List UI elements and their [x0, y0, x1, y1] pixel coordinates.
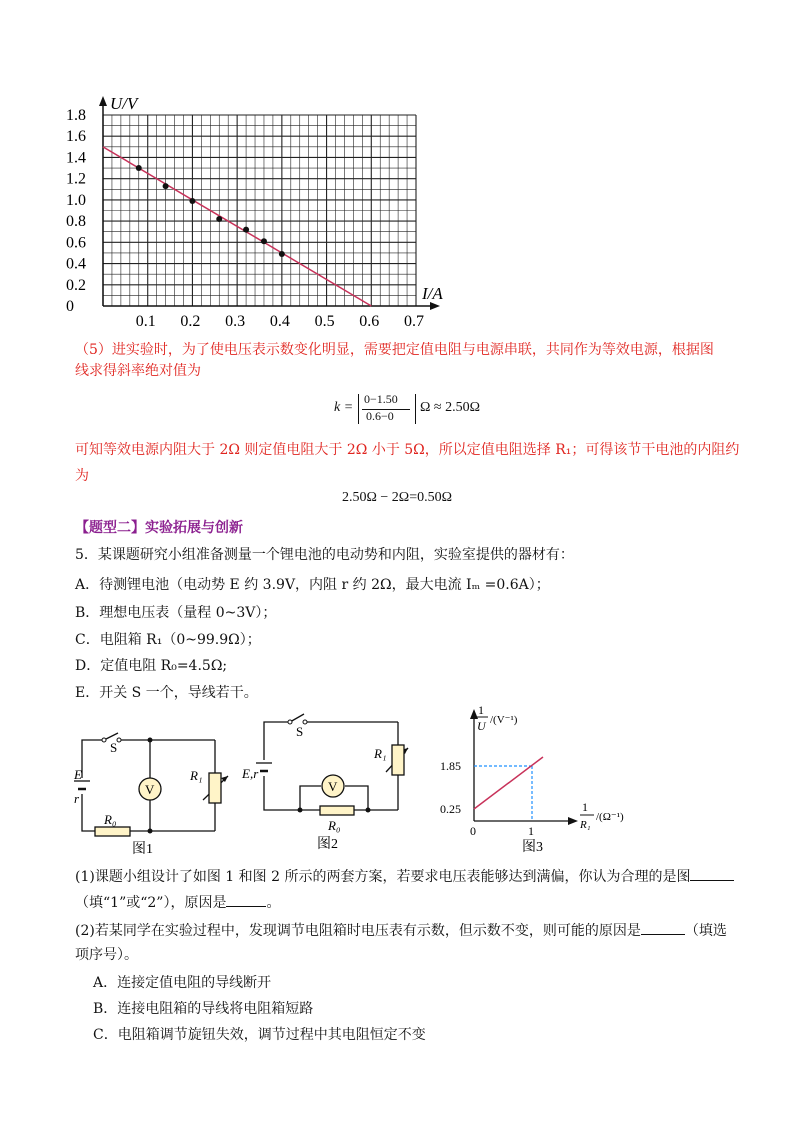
- q2-text-1b: （填选: [684, 923, 727, 939]
- data-point: [216, 216, 222, 222]
- y-tick-label: 0.6: [66, 234, 86, 252]
- switch-label: S: [296, 724, 304, 739]
- x-tick-label: 0.1: [135, 313, 156, 330]
- y-axis-arrow-icon: [470, 709, 478, 719]
- graph-grid: [103, 115, 416, 306]
- y-tick-label: 0: [66, 298, 74, 315]
- section-heading: 【题型二】实验拓展与创新: [75, 520, 243, 536]
- q2-line-1: [75, 920, 727, 941]
- data-point: [243, 227, 249, 233]
- q1-text: (1)课题小组设计了如图 1 和图 2 所示的两套方案，若要求电压表能够达到满偏，你认为合理的是图: [75, 869, 691, 885]
- rheostat-r1-icon: [392, 745, 404, 775]
- item-e: E．开关 S 一个，导线若干。: [75, 685, 258, 701]
- solution-line-2: 线求得斜率绝对值为: [75, 363, 201, 379]
- x-tick-labels: [136, 313, 424, 330]
- solution-line-4: 为: [75, 468, 89, 484]
- slope-denominator: 0.6−0: [366, 409, 394, 423]
- fig3-y-unit: /(V⁻¹): [490, 714, 518, 726]
- linear-fit-line: [474, 757, 543, 809]
- solution-line-3: 可知等效电源内阻大于 2Ω 则定值电阻大于 2Ω 小于 5Ω，所以定值电阻选择 R₁；可得该节干电池的内阻约: [75, 442, 740, 458]
- y-tick-label: 1.6: [66, 128, 86, 146]
- item-a: A．待测锂电池（电动势 E 约 3.9V，内阻 r 约 2Ω，最大电流 Iₘ =0.6A）；: [75, 577, 550, 593]
- y-tick-label: 1.2: [66, 170, 86, 188]
- data-point: [261, 238, 267, 244]
- fig3-x-tick-one: 1: [528, 824, 534, 838]
- q1-answer-blank-2[interactable]: [226, 892, 266, 907]
- x-tick-label: 0.4: [269, 313, 290, 330]
- switch-label: S: [110, 740, 118, 755]
- slope-equation: [334, 394, 494, 424]
- internal-resistance-label: r: [74, 791, 80, 806]
- option-c: C．电阻箱调节旋钮失效，调节过程中其电阻恒定不变: [93, 1027, 426, 1043]
- x-tick-label: 0.3: [225, 313, 246, 330]
- q1-line-2: [75, 892, 280, 913]
- y-axis-arrow-icon: [99, 96, 107, 106]
- r1-label: R₁: [190, 768, 203, 783]
- figure-1-caption: 图1: [132, 842, 153, 857]
- figure-2-caption: 图2: [317, 837, 338, 850]
- fig3-x-frac-den: R₁: [580, 819, 591, 831]
- figure-3-caption: 图3: [522, 840, 543, 855]
- r0-label: R₀: [328, 818, 341, 833]
- rheostat-r1-icon: [209, 773, 221, 803]
- y-tick-label: 0.8: [66, 213, 86, 231]
- item-c: C．电阻箱 R₁（0~99.9Ω）；: [75, 632, 261, 648]
- y-tick-label: 1.0: [66, 191, 86, 209]
- q1-line-1: [75, 866, 734, 887]
- x-axis-arrow-icon: [568, 817, 578, 825]
- circuit-figure-1: [70, 728, 230, 858]
- fig3-y-frac-den: U: [477, 719, 486, 733]
- solution-line-1: （5）进实验时，为了使电压表示数变化明显，需要把定值电阻与电源串联，共同作为等效电源，根据图: [75, 342, 714, 358]
- data-point: [163, 183, 169, 189]
- y-tick-labels: [66, 107, 86, 315]
- y-tick-label: 1.4: [66, 149, 86, 167]
- y-axis-label: U/V: [110, 94, 138, 113]
- x-axis-arrow-icon: [430, 302, 440, 310]
- slope-result: Ω ≈ 2.50Ω: [420, 400, 480, 415]
- q2-text-1a: (2)若某同学在实验过程中，发现调节电阻箱时电压表有示数，但示数不变，则可能的原因是: [75, 923, 641, 939]
- fig3-y-frac-num: 1: [478, 703, 484, 717]
- option-b: B．连接电阻箱的导线将电阻箱短路: [93, 1001, 314, 1017]
- data-point: [136, 165, 142, 171]
- item-d: D．定值电阻 R₀=4.5Ω;: [75, 658, 228, 674]
- voltmeter-label: V: [145, 782, 155, 797]
- option-a: A．连接定值电阻的导线断开: [93, 975, 272, 991]
- x-tick-label: 0.7: [404, 313, 424, 330]
- slope-k: k =: [334, 400, 354, 415]
- data-point: [189, 198, 195, 204]
- ui-graph: [60, 90, 460, 335]
- q2-line-2: 项序号）。: [75, 947, 138, 963]
- x-tick-label: 0.6: [359, 313, 380, 330]
- x-tick-label: 0.2: [180, 313, 201, 330]
- item-b: B．理想电压表（量程 0~3V）；: [75, 605, 277, 621]
- fig3-y-tick-bottom: 0.25: [440, 802, 461, 816]
- fig3-x-tick-zero: 0: [470, 824, 476, 838]
- emf-label: E: [74, 767, 82, 782]
- data-point: [279, 251, 285, 257]
- r1-label: R₁: [374, 746, 387, 761]
- r0-label: R₀: [104, 812, 117, 827]
- circuit-figure-2: [240, 710, 410, 850]
- q1-answer-blank-1[interactable]: [690, 866, 734, 881]
- resistor-r0-icon: [95, 827, 130, 836]
- graph-figure-3: [432, 703, 632, 855]
- resistor-r0-icon: [320, 806, 354, 815]
- emf-internal-label: E,r: [242, 766, 259, 781]
- x-axis-label: I/A: [422, 284, 443, 303]
- slope-numerator: 0−1.50: [364, 392, 398, 406]
- y-tick-label: 0.4: [66, 255, 86, 273]
- internal-resistance-result: 2.50Ω − 2Ω=0.50Ω: [342, 490, 453, 505]
- fig3-x-unit: /(Ω⁻¹): [596, 811, 624, 823]
- x-tick-label: 0.5: [314, 313, 335, 330]
- q1-text-2b: 。: [266, 895, 281, 911]
- q2-answer-blank[interactable]: [641, 920, 685, 935]
- question-intro: 5．某课题研究小组准备测量一个锂电池的电动势和内阻，实验室提供的器材有：: [75, 547, 574, 563]
- voltmeter-label: V: [328, 779, 338, 794]
- fig3-x-frac-num: 1: [582, 800, 588, 814]
- q1-text-2a: （填“1”或“2”），原因是: [75, 895, 227, 911]
- fig3-y-tick-top: 1.85: [440, 759, 461, 773]
- y-tick-label: 1.8: [66, 107, 86, 124]
- y-tick-label: 0.2: [66, 276, 86, 294]
